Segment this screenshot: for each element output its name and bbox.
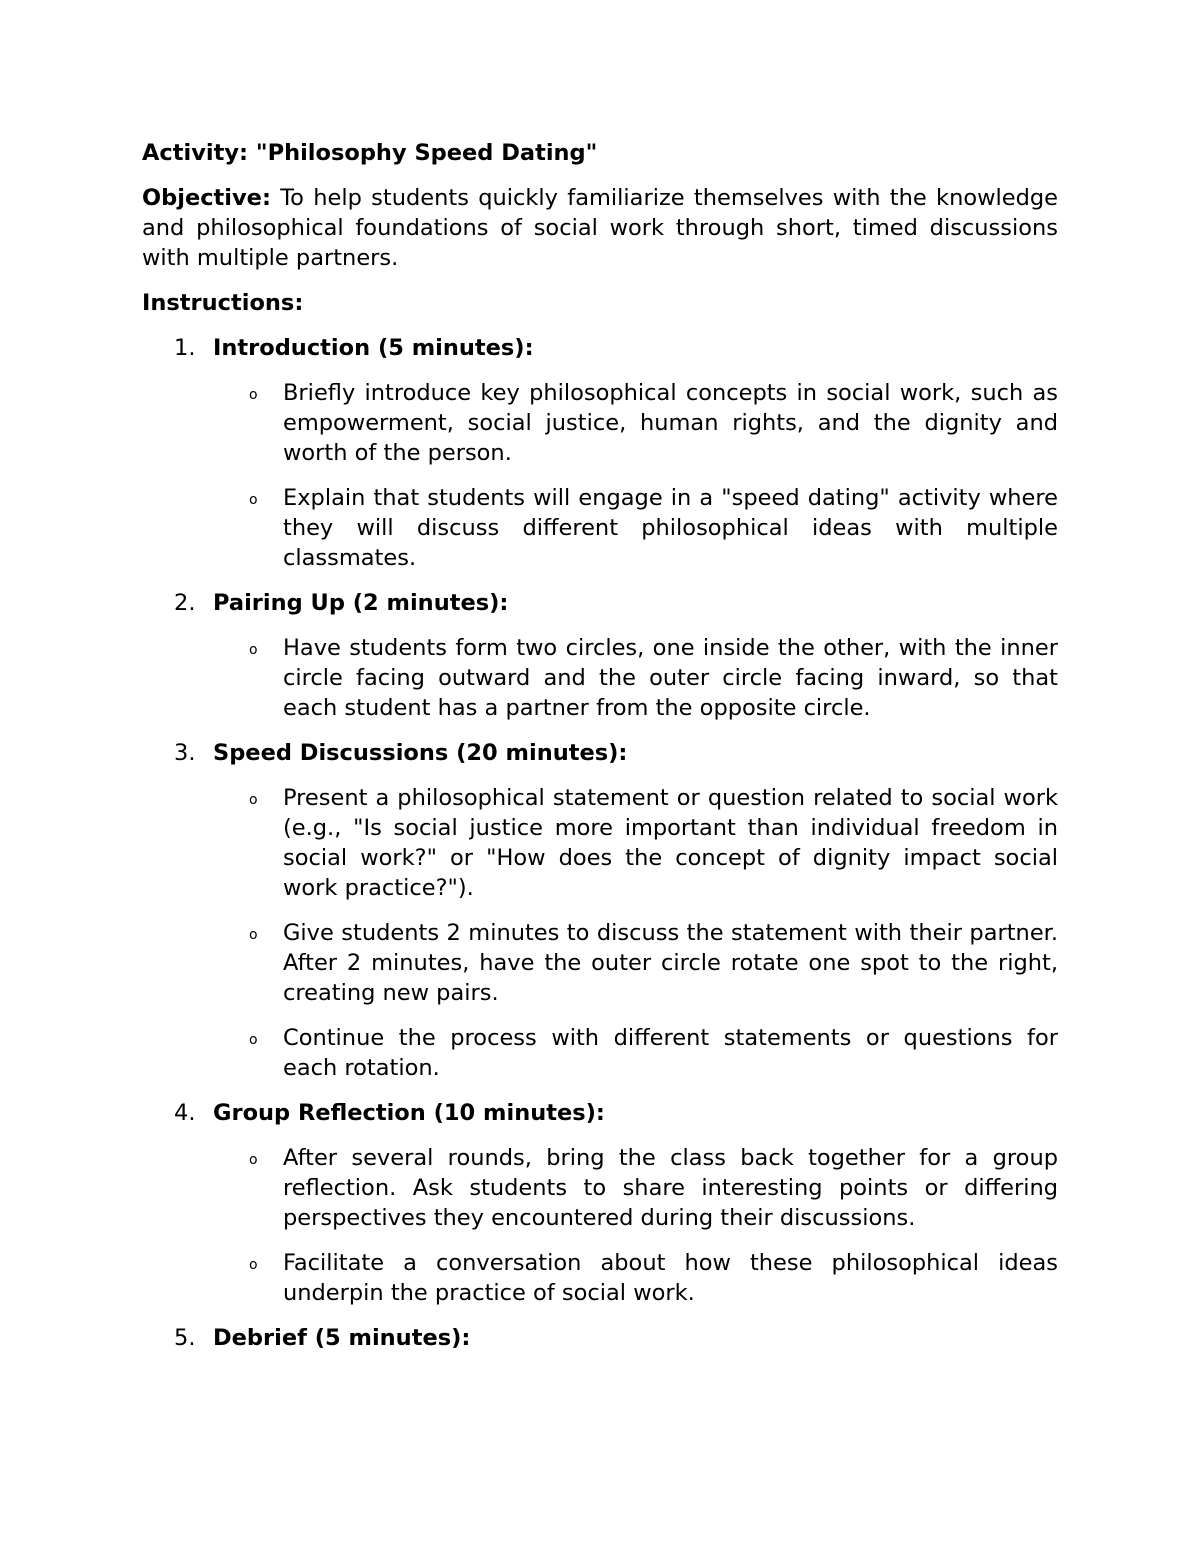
activity-title: Activity: "Philosophy Speed Dating" — [142, 140, 598, 166]
step-heading — [142, 1323, 1058, 1353]
instruction-step — [142, 333, 1058, 573]
step-bullet-list — [142, 783, 1058, 1083]
bullet-item — [142, 1023, 1058, 1083]
bullet-item — [142, 783, 1058, 903]
step-heading — [142, 738, 1058, 768]
hollow-circle-bullet-icon: o — [249, 492, 258, 508]
bullet-item — [142, 378, 1058, 468]
hollow-circle-bullet-icon: o — [249, 1032, 258, 1048]
step-title: Pairing Up (2 minutes): — [213, 590, 509, 616]
bullet-item — [142, 1248, 1058, 1308]
bullet-text: After several rounds, bring the class back together for a group reflection. Ask students to share interesting points or differing perspectives they encountered during their discussions. — [283, 1145, 1058, 1231]
bullet-text: Have students form two circles, one inside the other, with the inner circle facing outward and the outer circle facing inward, so that each student has a partner from the opposite circle. — [283, 635, 1058, 721]
step-number: 1. — [174, 335, 196, 361]
step-number: 2. — [174, 590, 196, 616]
step-bullet-list — [142, 633, 1058, 723]
bullet-item — [142, 918, 1058, 1008]
objective-paragraph — [142, 183, 1058, 273]
hollow-circle-bullet-icon: o — [249, 1152, 258, 1168]
bullet-text: Continue the process with different statements or questions for each rotation. — [283, 1025, 1058, 1081]
step-title: Introduction (5 minutes): — [213, 335, 534, 361]
hollow-circle-bullet-icon: o — [249, 387, 258, 403]
hollow-circle-bullet-icon: o — [249, 642, 258, 658]
instructions-list — [142, 333, 1058, 1353]
step-title: Debrief (5 minutes): — [213, 1325, 471, 1351]
bullet-item — [142, 483, 1058, 573]
step-heading — [142, 333, 1058, 363]
hollow-circle-bullet-icon: o — [249, 927, 258, 943]
instructions-heading: Instructions: — [142, 290, 304, 316]
step-heading — [142, 1098, 1058, 1128]
instruction-step — [142, 588, 1058, 723]
instruction-step — [142, 1098, 1058, 1308]
bullet-text: Briefly introduce key philosophical concepts in social work, such as empowerment, social justice, human rights, and the dignity and worth of the person. — [283, 380, 1058, 466]
bullet-text: Facilitate a conversation about how these philosophical ideas underpin the practice of social work. — [283, 1250, 1058, 1306]
hollow-circle-bullet-icon: o — [249, 1257, 258, 1273]
step-heading — [142, 588, 1058, 618]
bullet-text: Give students 2 minutes to discuss the statement with their partner. After 2 minutes, have the outer circle rotate one spot to the right, creating new pairs. — [283, 920, 1058, 1006]
step-bullet-list — [142, 1143, 1058, 1308]
step-bullet-list — [142, 378, 1058, 573]
step-title: Group Reflection (10 minutes): — [213, 1100, 605, 1126]
step-title: Speed Discussions (20 minutes): — [213, 740, 628, 766]
bullet-item — [142, 1143, 1058, 1233]
objective-label: Objective: — [142, 185, 271, 211]
objective-text: To help students quickly familiarize themselves with the knowledge and philosophical foundations of social work through short, timed discussions with multiple partners. — [142, 185, 1058, 271]
bullet-text: Explain that students will engage in a "speed dating" activity where they will discuss different philosophical ideas with multiple classmates. — [283, 485, 1058, 571]
instruction-step — [142, 738, 1058, 1083]
step-number: 3. — [174, 740, 196, 766]
step-number: 5. — [174, 1325, 196, 1351]
document-page — [142, 138, 1058, 1368]
step-number: 4. — [174, 1100, 196, 1126]
bullet-text: Present a philosophical statement or question related to social work (e.g., "Is social justice more important than individual freedom in social work?" or "How does the concept of dignity impact social work practice?"). — [283, 785, 1058, 901]
bullet-item — [142, 633, 1058, 723]
instruction-step — [142, 1323, 1058, 1353]
hollow-circle-bullet-icon: o — [249, 792, 258, 808]
